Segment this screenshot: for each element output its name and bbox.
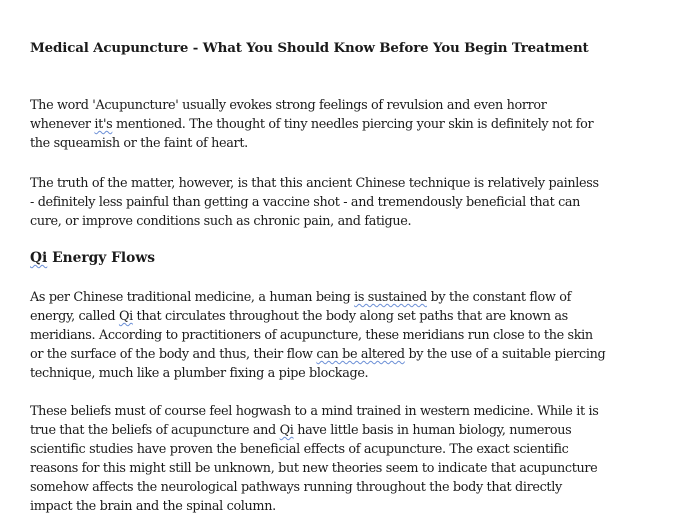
spellcheck-flag[interactable]: it's xyxy=(94,117,113,132)
spellcheck-flag[interactable]: Qi xyxy=(30,250,48,266)
text-run: by the use of a suitable piercing xyxy=(404,347,606,362)
paragraph-line: The truth of the matter, however, is that this ancient Chinese technique is relatively painless xyxy=(30,176,599,191)
paragraph-line xyxy=(30,288,605,307)
spellcheck-flag[interactable]: is sustained xyxy=(354,290,427,305)
text-run: energy, called xyxy=(30,309,119,324)
paragraph-line xyxy=(30,345,605,364)
text-run: true that the beliefs of acupuncture and xyxy=(30,423,280,438)
paragraph-line xyxy=(30,115,593,134)
paragraph-1 xyxy=(30,96,593,153)
paragraph-line: reasons for this might still be unknown, but new theories seem to indicate that acupuncture xyxy=(30,461,598,476)
text-run: by the constant flow of xyxy=(426,290,571,305)
paragraph-line: - definitely less painful than getting a vaccine shot - and tremendously beneficial that can xyxy=(30,195,581,210)
paragraph-line xyxy=(30,421,598,440)
section-heading xyxy=(30,250,155,266)
text-run: Energy Flows xyxy=(47,250,156,266)
paragraph-line: impact the brain and the spinal column. xyxy=(30,499,276,514)
paragraph-line xyxy=(30,307,605,326)
paragraph-3 xyxy=(30,288,605,383)
spellcheck-flag[interactable]: Qi xyxy=(279,423,294,438)
paragraph-line: the squeamish or the faint of heart. xyxy=(30,136,248,151)
spellcheck-flag[interactable]: can be altered xyxy=(316,347,405,362)
paragraph-line: meridians. According to practitioners of acupuncture, these meridians run close to the skin xyxy=(30,328,593,343)
spellcheck-flag[interactable]: Qi xyxy=(118,309,133,324)
paragraph-line: These beliefs must of course feel hogwash to a mind trained in western medicine. While it is xyxy=(30,404,599,419)
text-run: or the surface of the body and thus, their flow xyxy=(30,347,317,362)
paragraph-2 xyxy=(30,174,599,231)
paragraph-4 xyxy=(30,402,598,516)
paragraph-line: somehow affects the neurological pathways running throughout the body that directly xyxy=(30,480,562,495)
text-run: As per Chinese traditional medicine, a human being xyxy=(30,290,355,305)
paragraph-line: technique, much like a plumber fixing a pipe blockage. xyxy=(30,366,369,381)
text-run: that circulates throughout the body along set paths that are known as xyxy=(132,309,568,324)
paragraph-line: scientific studies have proven the beneficial effects of acupuncture. The exact scientific xyxy=(30,442,569,457)
text-run: mentioned. The thought of tiny needles piercing your skin is definitely not for xyxy=(112,117,594,132)
document-title: Medical Acupuncture - What You Should Know Before You Begin Treatment xyxy=(30,40,589,56)
paragraph-line: cure, or improve conditions such as chronic pain, and fatigue. xyxy=(30,214,412,229)
text-run: whenever xyxy=(30,117,95,132)
paragraph-line: The word 'Acupuncture' usually evokes strong feelings of revulsion and even horror xyxy=(30,98,547,113)
text-run: have little basis in human biology, numerous xyxy=(293,423,572,438)
